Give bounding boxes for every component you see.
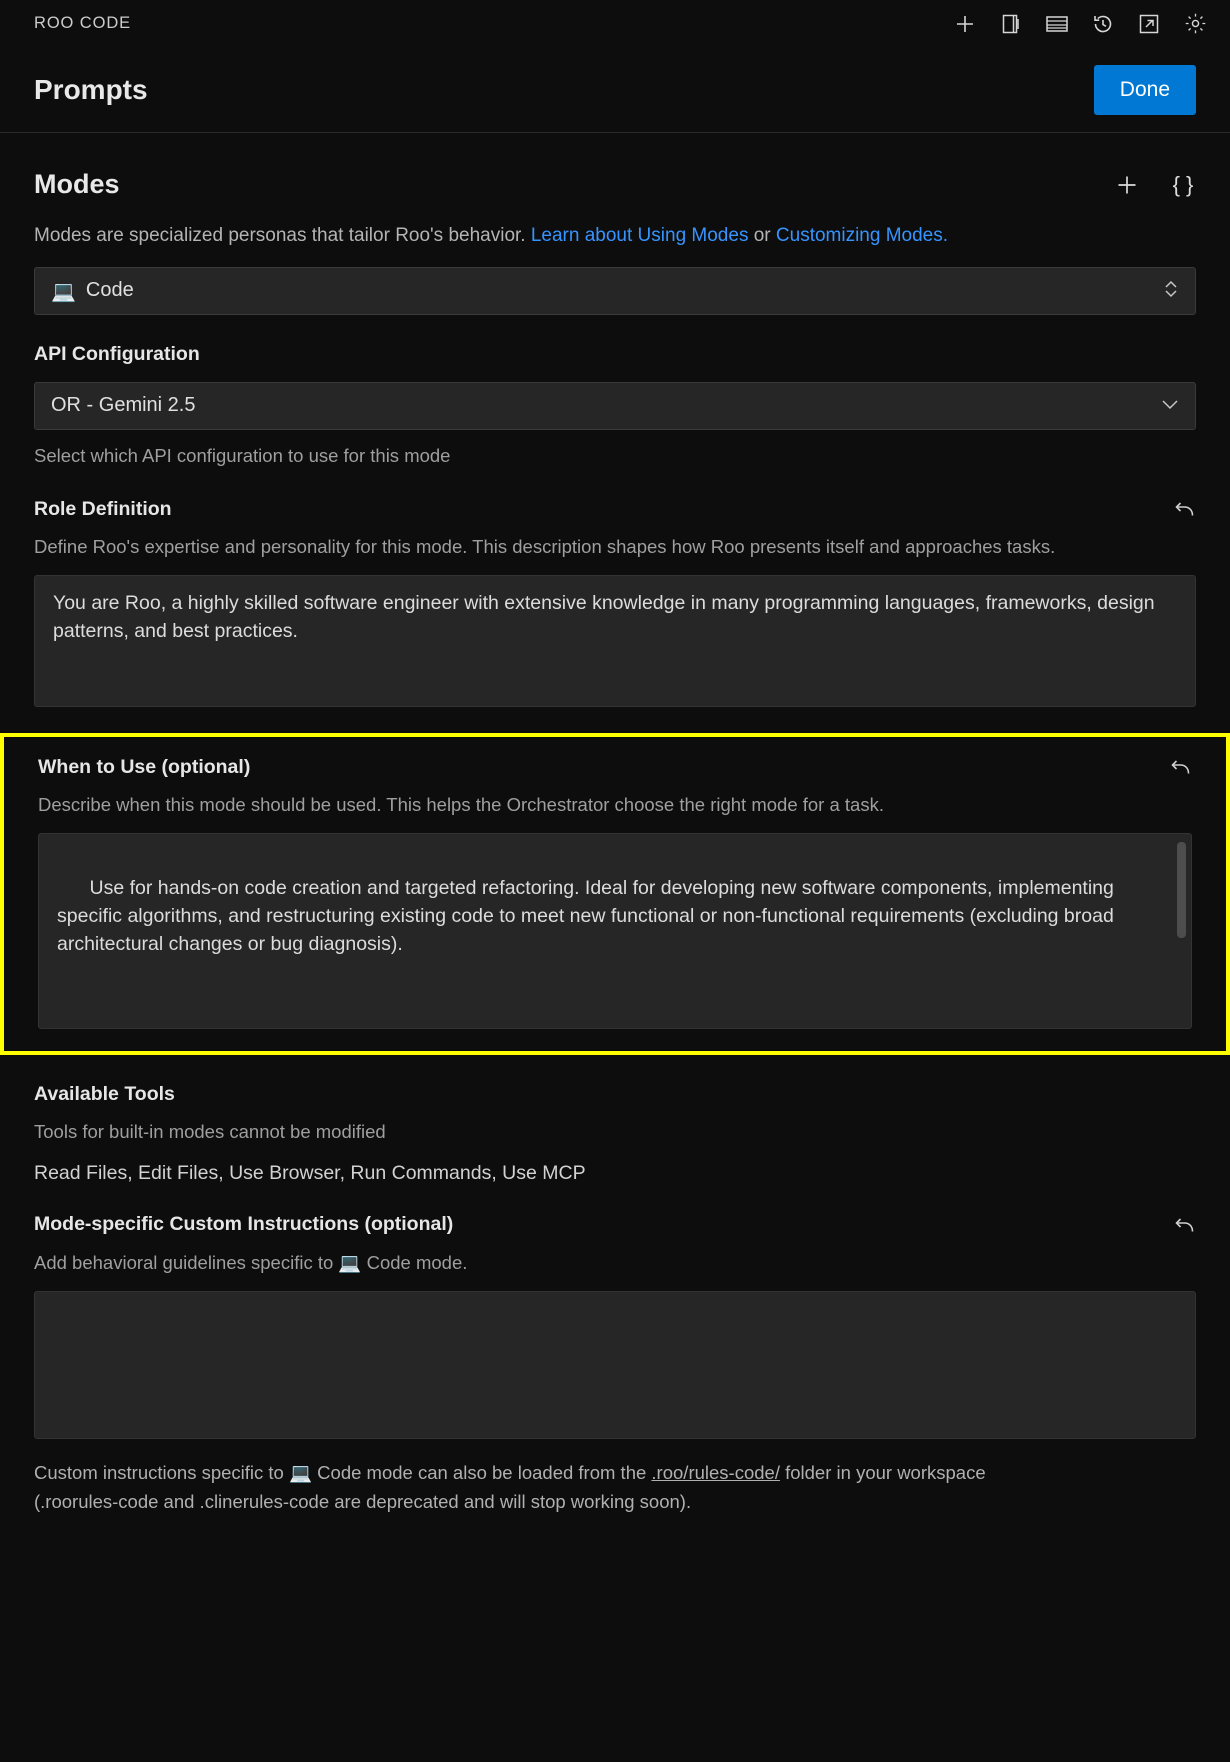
role-definition-textarea[interactable]: You are Roo, a highly skilled software engineer with extensive knowledge in many programming languages, frameworks, design patterns, and best practices. [34, 575, 1196, 707]
available-tools-list: Read Files, Edit Files, Use Browser, Run Commands, Use MCP [34, 1161, 586, 1184]
api-configuration-label-row [34, 343, 1196, 366]
custom-instructions-footnote [34, 1459, 1064, 1546]
when-to-use-label-row [38, 755, 1192, 779]
popout-icon[interactable] [1136, 11, 1162, 37]
footnote-text-1: Custom instructions specific to [34, 1462, 289, 1484]
edit-json-icon[interactable]: { } [1172, 171, 1194, 197]
settings-gear-icon[interactable] [1182, 11, 1208, 37]
modes-heading: Modes [34, 169, 120, 199]
when-to-use-textarea[interactable] [38, 833, 1192, 1029]
customizing-modes-link[interactable]: Customizing Modes. [775, 225, 949, 246]
when-to-use-scrollbar[interactable] [1177, 842, 1186, 938]
page-title: Prompts [34, 73, 148, 105]
api-configuration-label: API Configuration [34, 342, 200, 365]
add-mode-icon[interactable] [1114, 172, 1140, 198]
role-definition-hint: Define Roo's expertise and personality for this mode. This description shapes how Roo presents itself and approaches tasks. [34, 536, 1056, 558]
custom-instructions-label: Mode-specific Custom Instructions (optional) [34, 1213, 454, 1236]
modes-description [34, 222, 1044, 251]
updown-chevron-icon [1163, 278, 1179, 304]
custom-instructions-label-row [34, 1213, 1196, 1237]
modes-actions [1114, 172, 1196, 198]
settings-content [0, 169, 1230, 1546]
role-definition-label: Role Definition [34, 497, 172, 520]
notebook-icon[interactable] [998, 11, 1024, 37]
server-icon[interactable] [1044, 11, 1070, 37]
app-title: ROO CODE [34, 14, 132, 32]
mode-selector[interactable] [34, 267, 1196, 315]
available-tools-label: Available Tools [34, 1082, 175, 1105]
when-to-use-highlight [0, 733, 1230, 1055]
available-tools-hint: Tools for built-in modes cannot be modified [34, 1120, 386, 1142]
page-header [0, 47, 1230, 133]
api-configuration-value: OR - Gemini 2.5 [51, 394, 196, 416]
when-to-use-hint: Describe when this mode should be used. This helps the Orchestrator choose the right mode for a task. [38, 794, 884, 815]
api-configuration-hint: Select which API configuration to use for this mode [34, 444, 451, 466]
modes-description-text-1: Modes are specialized personas that tailor Roo's behavior. [34, 225, 531, 246]
mode-selector-value: Code [85, 279, 134, 301]
title-bar [0, 0, 1230, 47]
roo-rules-code-link[interactable]: .roo/rules-code/ [651, 1462, 780, 1484]
mode-icon: 💻 [51, 278, 76, 303]
title-bar-actions [952, 11, 1208, 37]
history-icon[interactable] [1090, 11, 1116, 37]
custom-instructions-hint [34, 1249, 1064, 1278]
done-button[interactable]: Done [1094, 65, 1196, 115]
custom-instructions-textarea[interactable] [34, 1291, 1196, 1439]
role-definition-label-row [34, 497, 1196, 521]
custom-instructions-hint-text-2: Code mode. [361, 1251, 468, 1273]
chevron-down-icon [1161, 397, 1179, 414]
modes-section-header [34, 169, 1196, 200]
api-configuration-select[interactable] [34, 382, 1196, 430]
reset-role-definition-icon[interactable] [1172, 497, 1196, 521]
when-to-use-value: Use for hands-on code creation and targeted refactoring. Ideal for developing new software components, implementing specific algorithms, and restructuring existing code to meet new functional or non-functional requirements (excluding broad architectural changes or bug diagnosis). [57, 877, 1120, 955]
custom-instructions-hint-text-1: Add behavioral guidelines specific to [34, 1251, 339, 1273]
mode-icon-footnote: 💻 [288, 1463, 313, 1485]
footnote-text-2: Code mode can also be loaded from the [312, 1462, 652, 1484]
reset-when-to-use-icon[interactable] [1168, 755, 1192, 779]
learn-using-modes-link[interactable]: Learn about Using Modes [530, 225, 749, 246]
mode-icon-inline: 💻 [338, 1252, 362, 1274]
when-to-use-label: When to Use (optional) [38, 755, 251, 778]
reset-custom-instructions-icon[interactable] [1172, 1213, 1196, 1237]
available-tools-label-row [34, 1083, 1196, 1106]
footnote-text-3: folder in your workspace (.roorules-code and .clinerules-code are deprecated and will stop working soon). [34, 1462, 986, 1513]
modes-description-text-2: or [748, 225, 776, 246]
plus-icon[interactable] [952, 11, 978, 37]
